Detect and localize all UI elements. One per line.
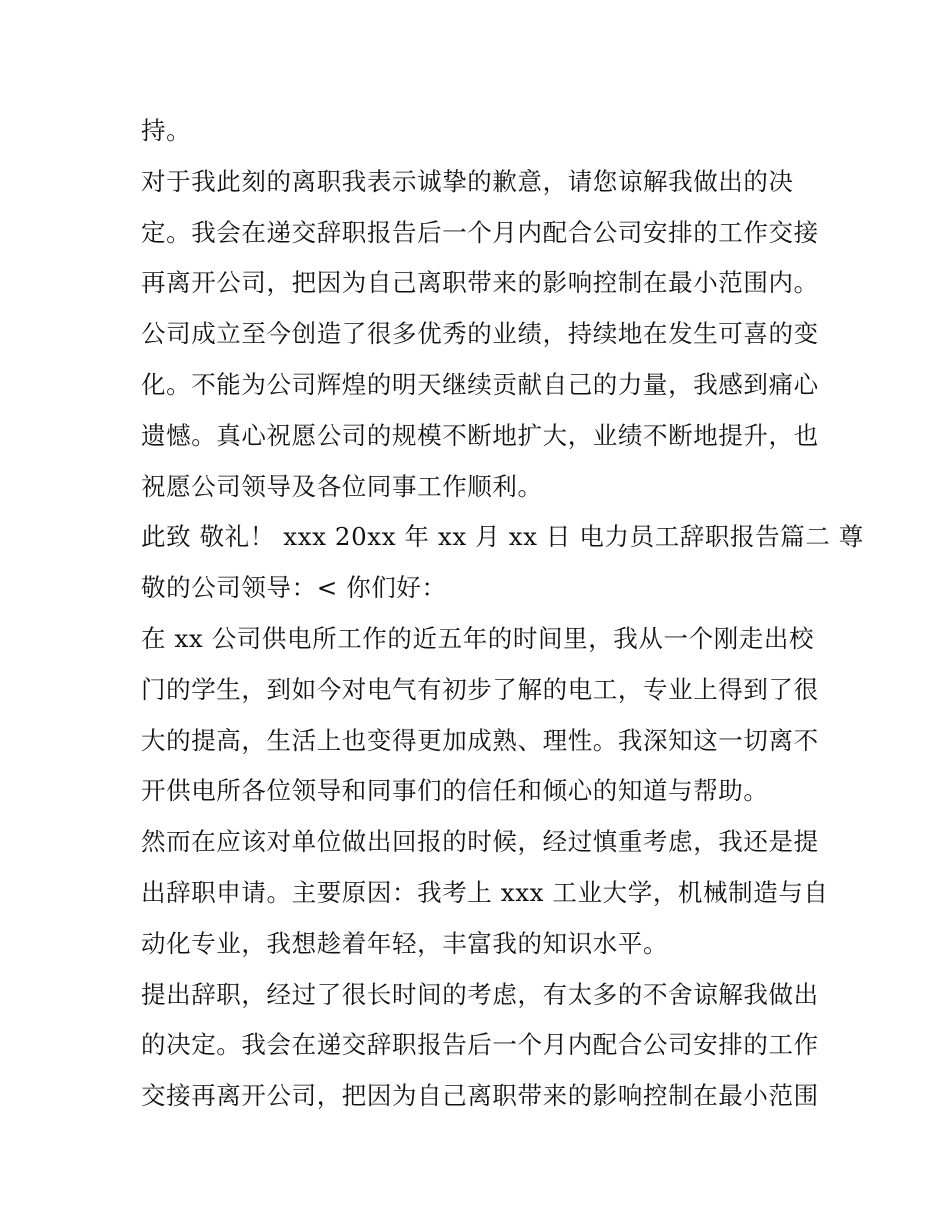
text-line-12: 门的学生，到如今对电气有初步了解的电工，专业上得到了很 xyxy=(141,674,819,704)
text-line-1: 持。 xyxy=(141,116,192,145)
document-body xyxy=(141,106,864,1122)
text-line-4: 再离开公司，把因为自己离职带来的影响控制在最小范围内。 xyxy=(141,268,819,298)
text-line-19: 的决定。我会在递交辞职报告后一个月内配合公司安排的工作 xyxy=(141,1030,819,1060)
text-line-2: 对于我此刻的离职我表示诚挚的歉意，请您谅解我做出的决 xyxy=(141,166,794,196)
text-line-6: 化。不能为公司辉煌的明天继续贡献自己的力量，我感到痛心 xyxy=(141,369,819,399)
text-line-10: 敬的公司领导：< 你们好： xyxy=(141,573,447,603)
text-line-3: 定。我会在递交辞职报告后一个月内配合公司安排的工作交接 xyxy=(141,217,819,247)
text-line-18: 提出辞职，经过了很长时间的考虑，有太多的不舍谅解我做出 xyxy=(141,979,819,1009)
text-line-20: 交接再离开公司，把因为自己离职带来的影响控制在最小范围 xyxy=(141,1081,819,1111)
text-line-8: 祝愿公司领导及各位同事工作顺利。 xyxy=(141,471,543,501)
text-line-11: 在 xx 公司供电所工作的近五年的时间里，我从一个刚走出校 xyxy=(141,623,815,653)
text-line-15: 然而在应该对单位做出回报的时候，经过慎重考虑，我还是提 xyxy=(141,827,819,857)
text-line-13: 大的提高，生活上也变得更加成熟、理性。我深知这一切离不 xyxy=(141,725,819,755)
text-line-17: 动化专业，我想趁着年轻，丰富我的知识水平。 xyxy=(141,928,669,958)
text-line-16: 出辞职申请。主要原因：我考上 xxx 工业大学，机械制造与自 xyxy=(141,877,829,907)
text-line-5: 公司成立至今创造了很多优秀的业绩，持续地在发生可喜的变 xyxy=(141,319,819,349)
text-line-14: 开供电所各位领导和同事们的信任和倾心的知道与帮助。 xyxy=(141,776,769,806)
text-line-9: 此致 敬礼！ xxx 20xx 年 xx 月 xx 日 电力员工辞职报告篇二 尊 xyxy=(141,522,864,552)
text-line-7: 遗憾。真心祝愿公司的规模不断地扩大，业绩不断地提升，也 xyxy=(141,420,819,450)
